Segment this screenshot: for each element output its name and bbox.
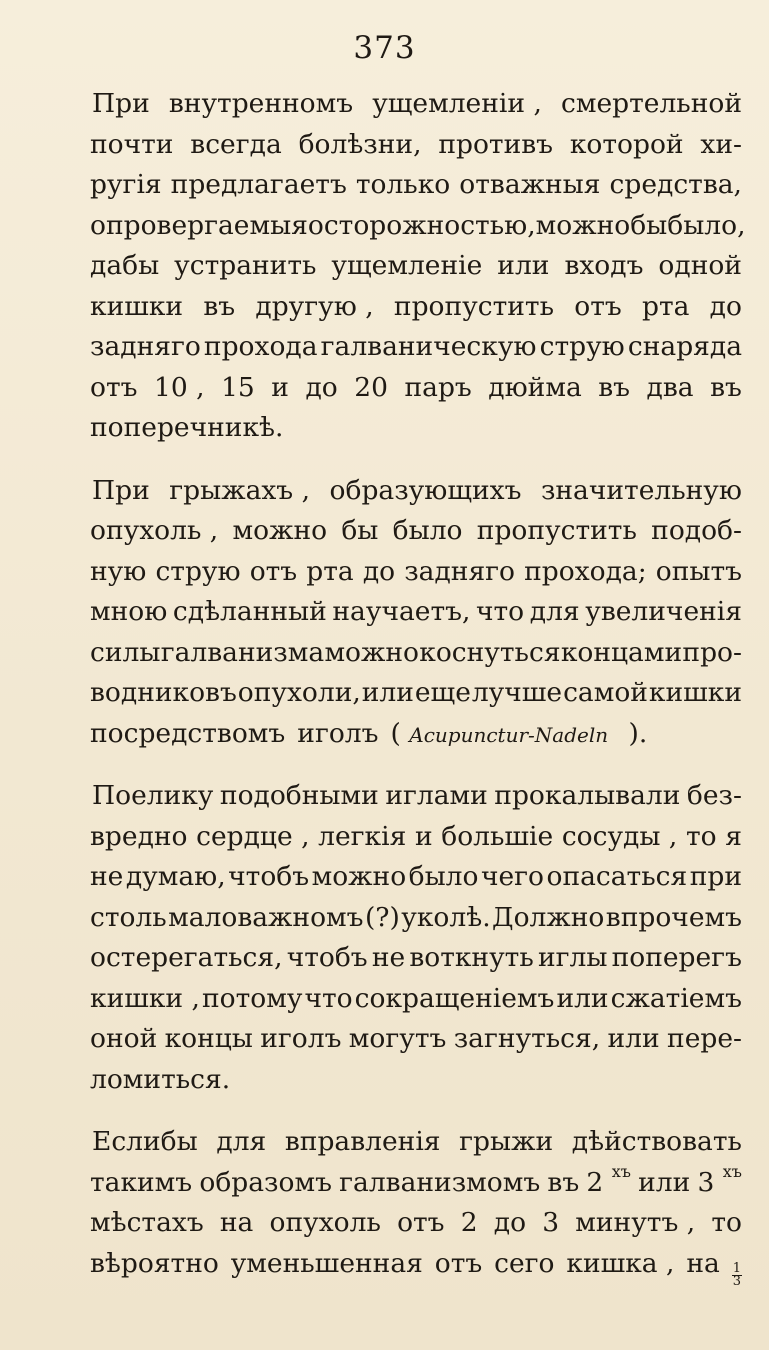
word: без- <box>686 780 742 811</box>
word: другую , <box>255 290 374 322</box>
word: иглами <box>385 780 488 811</box>
word: кишка , <box>566 1247 675 1279</box>
word: грыжи <box>459 1126 554 1157</box>
word: пропустить <box>393 290 554 322</box>
word: сосуды , <box>561 820 678 852</box>
text-line <box>90 88 742 129</box>
text-line <box>90 1126 742 1167</box>
word: посредствомъ <box>90 717 286 749</box>
word: опухоль , <box>90 515 219 546</box>
word: образующихъ <box>329 474 522 506</box>
text-line <box>90 861 742 902</box>
text-line <box>90 412 742 453</box>
word: устранить <box>174 250 317 281</box>
word: галваническую <box>320 331 537 362</box>
text-line <box>90 718 742 759</box>
word: легкія <box>318 820 407 852</box>
word: 2 $^{хъ}$ <box>586 1161 631 1198</box>
word: подобными <box>219 780 379 811</box>
text-line <box>90 291 742 332</box>
word: концами <box>560 636 683 668</box>
word: снаряда <box>627 331 742 362</box>
word: иголъ <box>297 717 379 749</box>
word: лучше <box>471 677 563 708</box>
word: въ <box>598 371 631 403</box>
word: пере- <box>667 1023 742 1054</box>
word: ломиться. <box>90 1063 231 1095</box>
word: рта <box>641 290 690 322</box>
word: до <box>493 1207 527 1238</box>
word: уколѣ. <box>401 901 491 933</box>
word: грыжахъ , <box>169 474 311 506</box>
word: или <box>497 250 550 281</box>
word: ругія <box>90 169 162 200</box>
word: мѣстахъ <box>90 1207 204 1238</box>
word: $\frac{1}{3}$ <box>732 1260 741 1289</box>
word: 3 $^{хъ}$ <box>697 1161 742 1198</box>
word: опухоли, <box>237 677 361 708</box>
word: для <box>529 596 580 627</box>
text-line <box>90 780 742 821</box>
word: такимъ <box>90 1166 193 1198</box>
word: пропустить <box>476 515 637 546</box>
word: При <box>92 474 150 506</box>
word: коснуться <box>419 636 561 668</box>
word: до <box>709 290 742 322</box>
word: значительную <box>540 474 742 506</box>
word: столь <box>90 901 167 933</box>
text-line <box>90 1064 742 1105</box>
word: силы <box>90 636 161 668</box>
word: 20 <box>354 371 388 403</box>
text-line <box>90 942 742 983</box>
word: осторожностью, <box>307 209 536 241</box>
word: всегда <box>190 128 282 160</box>
word: Еслибы <box>92 1126 198 1157</box>
word: 2 <box>460 1207 478 1238</box>
word: ( Acupunctur-Nadeln ). <box>390 717 648 749</box>
word: оной <box>90 1023 158 1054</box>
paragraph <box>90 88 746 453</box>
word: самой <box>563 677 648 708</box>
word: кишки , <box>90 982 200 1014</box>
word: чтобъ <box>228 861 310 892</box>
word: предлагаетъ <box>170 169 347 200</box>
word: на <box>686 1247 720 1279</box>
word: для <box>216 1126 267 1157</box>
word: 15 <box>221 371 255 403</box>
text-line <box>90 902 742 943</box>
text-body <box>90 88 746 1310</box>
text-line <box>90 129 742 170</box>
word: думаю, <box>125 861 226 892</box>
word: было <box>408 861 479 892</box>
word: на <box>219 1207 254 1238</box>
word: дѣйствовать <box>571 1126 742 1157</box>
word: въ <box>710 371 742 403</box>
word: потому <box>201 982 303 1014</box>
word: или <box>361 677 414 708</box>
word: ную <box>90 555 147 587</box>
word: иглы <box>537 942 608 973</box>
text-line <box>90 637 742 678</box>
word: галванизма <box>160 636 325 668</box>
word: сдѣланный <box>172 596 327 627</box>
text-line <box>90 1207 742 1248</box>
word: сего <box>494 1247 555 1279</box>
word: не <box>371 942 406 973</box>
word: я <box>725 820 742 852</box>
paragraph <box>90 780 742 1104</box>
word: вредно <box>90 820 188 852</box>
word: вправленія <box>284 1126 441 1157</box>
word: опухоль <box>269 1207 381 1238</box>
page-number: 373 <box>353 30 416 66</box>
text-line <box>90 372 742 413</box>
word: и <box>271 371 289 403</box>
word: мною <box>90 596 168 627</box>
paragraph <box>90 1126 742 1288</box>
word: противъ <box>438 128 554 160</box>
word: отважныя <box>459 169 601 200</box>
word: можно <box>311 861 407 892</box>
word: дюйма <box>488 371 582 403</box>
word: два <box>646 371 694 403</box>
word: отъ <box>249 555 298 587</box>
text-line <box>90 209 746 251</box>
text-line <box>90 556 742 597</box>
word: почти <box>90 128 174 160</box>
word: Поелику <box>92 780 214 811</box>
word: про- <box>682 636 742 668</box>
word: бы <box>630 209 668 241</box>
word: поперечникѣ. <box>90 412 284 443</box>
word: отъ <box>397 1207 445 1238</box>
text-line <box>90 1023 742 1064</box>
word: ущемленіи , <box>372 88 542 119</box>
text-line <box>90 1248 742 1289</box>
word: можно <box>232 515 328 546</box>
text-line <box>90 475 742 516</box>
word: 3 <box>542 1207 560 1238</box>
word: кишки <box>648 677 742 708</box>
word: при <box>689 861 742 892</box>
word: то <box>685 820 717 852</box>
word: увеличенія <box>585 596 742 627</box>
word: поперегъ <box>611 942 742 973</box>
text-line <box>90 515 742 556</box>
word: сжатіемъ <box>610 982 742 1014</box>
word: воткнуть <box>409 942 534 973</box>
word: только <box>355 169 451 200</box>
word: до <box>305 371 338 403</box>
word: большіе <box>441 820 554 852</box>
word: опытъ <box>655 555 742 587</box>
word: внутренномъ <box>168 88 354 119</box>
word: и <box>414 820 433 852</box>
text-line <box>90 250 742 291</box>
text-line <box>90 821 742 862</box>
word: было, <box>667 209 746 241</box>
word: маловажномъ <box>168 901 364 933</box>
word: ущемленіе <box>331 250 483 281</box>
word: При <box>92 88 150 119</box>
word: водниковъ <box>90 677 237 708</box>
word: въ <box>203 290 236 322</box>
word: прокалывали <box>494 780 681 811</box>
word: подоб- <box>651 515 742 546</box>
word: 10 , <box>153 371 205 403</box>
word: чего <box>480 861 545 892</box>
word: минутъ , <box>575 1207 696 1238</box>
word: задняго <box>90 331 201 362</box>
word: вѣроятно <box>90 1247 219 1279</box>
word: прохода <box>203 331 318 362</box>
text-line <box>90 677 742 718</box>
word: задняго <box>404 555 516 587</box>
word: болѣзни, <box>298 128 422 160</box>
word: въ <box>547 1166 580 1198</box>
word: хи- <box>700 128 742 160</box>
word: галванизмомъ <box>339 1166 541 1198</box>
word: паръ <box>404 371 472 403</box>
word: то <box>711 1207 742 1238</box>
word: бы <box>341 515 379 546</box>
word: сокращеніемъ <box>354 982 555 1014</box>
word: можно <box>535 209 631 241</box>
word: средства, <box>609 169 742 200</box>
text-line <box>90 983 742 1024</box>
text-line <box>90 596 742 637</box>
word: дабы <box>90 250 160 281</box>
word: которой <box>569 128 684 160</box>
word: могутъ <box>348 1023 447 1054</box>
word: впрочемъ <box>605 901 742 933</box>
word: сердце , <box>196 820 310 852</box>
text-line <box>90 1161 742 1208</box>
word: отъ <box>434 1247 483 1279</box>
word: остерегаться, <box>90 942 283 973</box>
word: струю <box>155 555 241 587</box>
word: до <box>362 555 396 587</box>
word: что <box>304 982 353 1014</box>
word: отъ <box>574 290 622 322</box>
word: загнуться, <box>453 1023 601 1054</box>
paragraph <box>90 475 742 759</box>
word: смертельной <box>561 88 742 119</box>
word: отъ <box>90 371 138 403</box>
word: концы <box>164 1023 253 1054</box>
word: одной <box>658 250 742 281</box>
word: Должно <box>492 901 605 933</box>
text-line <box>90 169 742 210</box>
word: струю <box>539 331 625 362</box>
word: или <box>556 982 609 1014</box>
word: не <box>90 861 124 892</box>
word: иголъ <box>260 1023 342 1054</box>
word: рта <box>306 555 354 587</box>
word: кишки <box>90 290 184 322</box>
word: образомъ <box>199 1166 332 1198</box>
word: или <box>638 1166 691 1198</box>
word: еще <box>414 677 471 708</box>
word: уменьшенная <box>230 1247 423 1279</box>
word: опровергаемыя <box>90 209 308 241</box>
word: что <box>476 596 525 627</box>
word: чтобъ <box>286 942 368 973</box>
word: было <box>392 515 463 546</box>
word: можно <box>324 636 419 668</box>
word: научаетъ, <box>332 596 471 627</box>
word: прохода; <box>524 555 647 587</box>
text-line <box>90 331 742 372</box>
word: (?) <box>364 901 400 933</box>
word: или <box>607 1023 660 1054</box>
word: входъ <box>564 250 644 281</box>
word: опасаться <box>546 861 688 892</box>
